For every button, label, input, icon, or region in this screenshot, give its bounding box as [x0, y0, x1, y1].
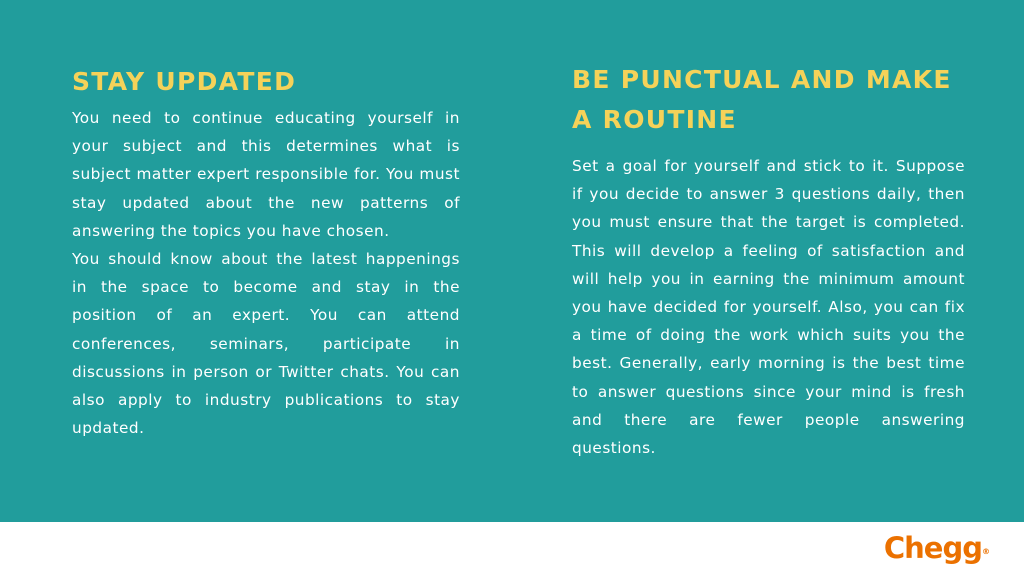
section-heading: BE PUNCTUAL AND MAKE A ROUTINE: [572, 65, 952, 134]
be-punctual-section: [572, 60, 965, 462]
registered-mark: ®: [982, 547, 990, 556]
chegg-logo: [884, 530, 990, 566]
footer-bar: [0, 522, 1024, 576]
stay-updated-section: [72, 62, 460, 442]
section-paragraph: You should know about the latest happenings in the space to become and stay in the position of an expert. You can attend conferences, seminars, participate in discussions in person or Twitter chats. You can also apply to industry publications to stay updated.: [72, 250, 460, 438]
section-heading: STAY UPDATED: [72, 67, 297, 96]
logo-text: Chegg: [883, 531, 982, 565]
section-paragraph: Set a goal for yourself and stick to it. Suppose if you decide to answer 3 questions daily, then you must ensure that the target is completed. This will develop a feeling of satisfaction and will help you in earning the minimum amount you have decided for yourself. Also, you can fix a time of doing the work which suits you the best. Generally, early morning is the best time to answer questions since your mind is fresh and there are fewer people answering questions.: [572, 157, 965, 458]
section-paragraph: You need to continue educating yourself in your subject and this determines what is subject matter expert responsible for. You must stay updated about the new patterns of answering the topics you have chosen.: [72, 109, 460, 240]
